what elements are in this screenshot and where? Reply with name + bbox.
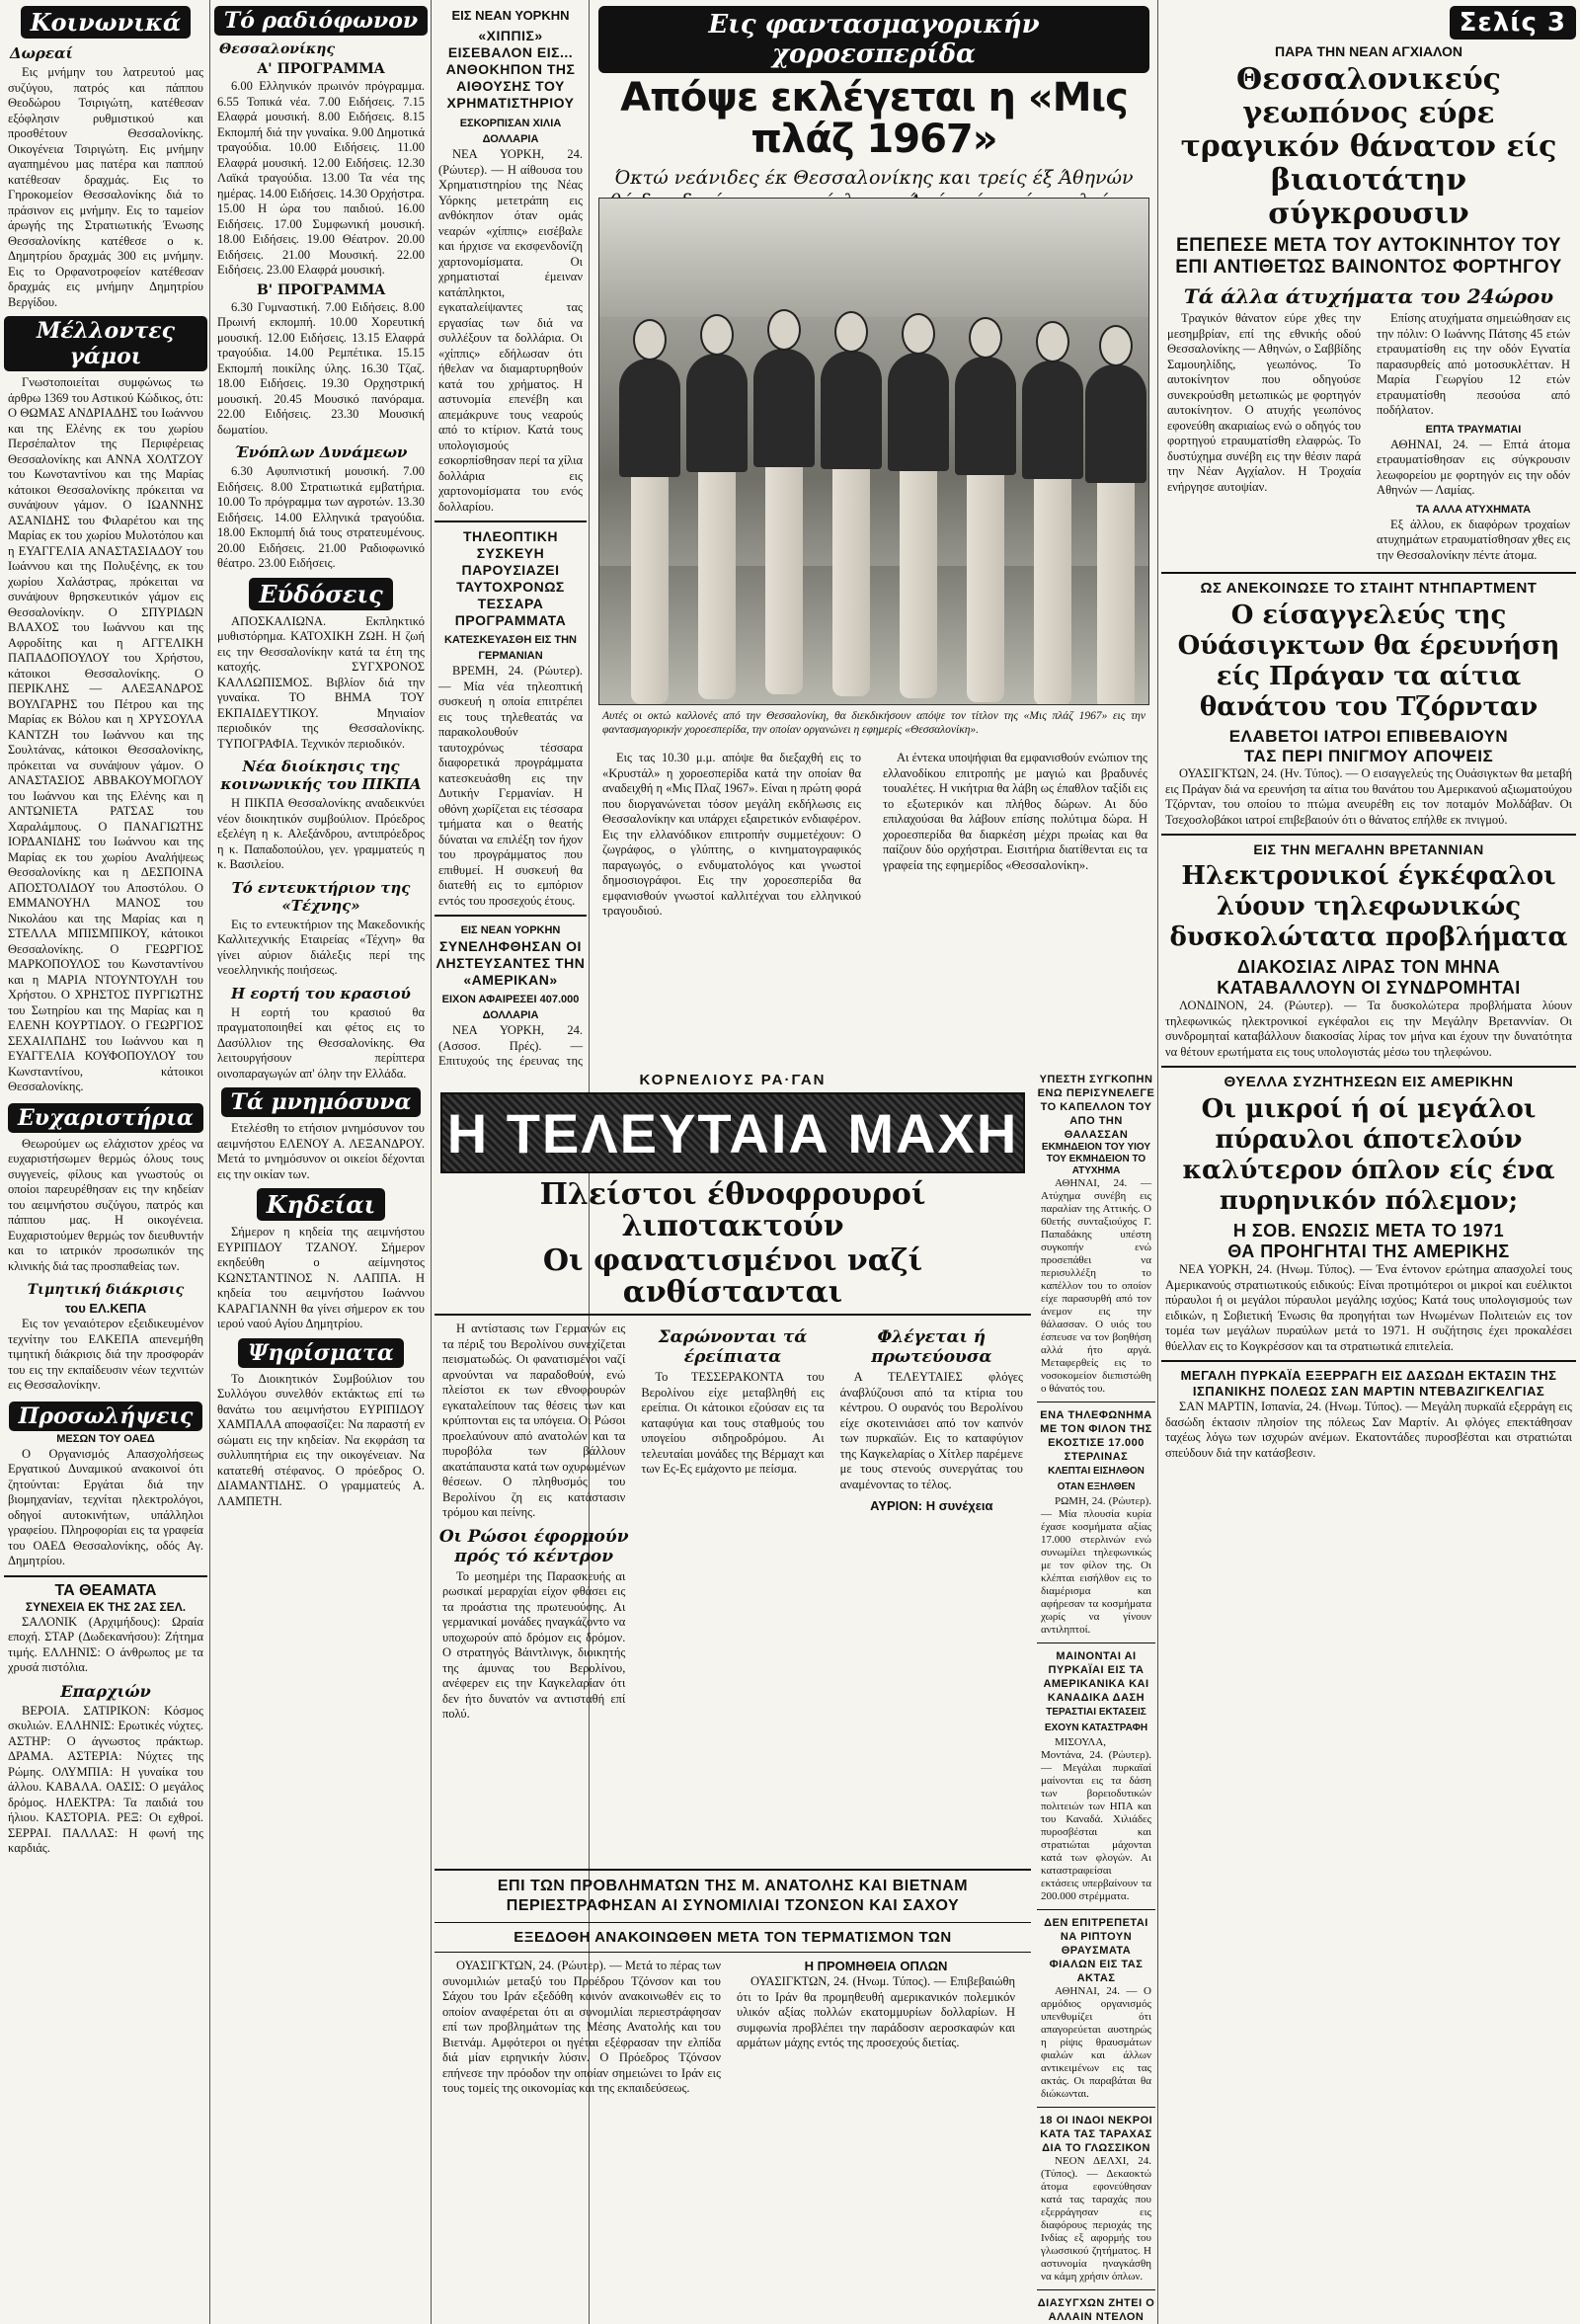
subheadline: ΕΙΧΟΝ ΑΦΑΙΡΕΣΕΙ 407.000 ΔΟΛΛΑΡΙΑ (441, 994, 580, 1021)
shows-text: ΣΑΛΟΝΙΚ (Αρχιμήδους): Ωραία εποχή. ΣΤΑΡ (Δωδεκανήσου): Ζήτημα τιμής. ΕΛΛΗΝΙΣ: Ο άνθρωπος με τα χρυσά πιστόλια. (8, 1614, 203, 1674)
beauty-contestants-photo (598, 198, 1149, 705)
headline: ΔΙΑΣΥΓΧΩΝ ΖΗΤΕΙ Ο ΑΛΛΑΙΝ ΝΤΕΛΟΝ (1037, 2297, 1155, 2323)
subheadline: ΤΑΣ ΠΕΡΙ ΠΝΙΓΜΟΥ ΑΠΟΨΕΙΣ (1243, 747, 1494, 765)
kicker: ΕΙΣ ΝΕΑΝ ΥΟΡΚΗΝ (451, 8, 570, 23)
section-label: Κηδείαι (257, 1188, 386, 1221)
section-label: Κοινωνικά (21, 6, 192, 39)
serial-subhead: Οι Ρώσοι έφορμούν πρός τό κέντρον (438, 1526, 629, 1566)
subheadline: Η ΠΡΟΜΗΘΕΙΑ ΟΠΛΩΝ (804, 1959, 948, 1973)
accident-text: ΑΘΗΝΑΙ, 24. — Επτά άτομα ετραυματίσθησαν εις σύγκρουσιν λεωφορείου με φορτηγόν εις την οδόν Αθηνών — Λαμίας. (1377, 437, 1570, 497)
subheadline: ΕΞΕΔΟΘΗ ΑΝΑΚΟΙΝΩΘΕΝ ΜΕΤΑ ΤΟΝ ΤΕΡΜΑΤΙΣΜΟΝ ΤΩΝ (514, 1929, 952, 1946)
memorials-text: Ετελέσθη το ετήσιον μνημόσυνον του αειμνήστου ΕΛΕΝΟΥ Α. ΛΕΞΑΝΔΡΟΥ. Μετά το μνημόσυνον οι οικείοι δέχονται εις την οικίαν των. (217, 1121, 425, 1181)
section-label: Επαρχιών (60, 1681, 151, 1701)
subheadline: ΕΠΙ ΑΝΤΙΘΕΤΩΣ ΒΑΙΝΟΝΤΟΣ ΦΟΡΤΗΓΟΥ (1175, 257, 1562, 278)
subheadline: ΚΑΤΕΣΚΕΥΑΣΘΗ ΕΙΣ ΤΗΝ ΓΕΡΜΑΝΙΑΝ (443, 634, 577, 662)
serial-tomorrow: ΑΥΡΙΟΝ: Η συνέχεια (870, 1498, 993, 1513)
feature-text-right: Αι έντεκα υποψήφιαι θα εμφανισθούν ενώπιον της ελλανοδίκου επιτροπής με μαγιώ και βραδυνές τουαλέτες. Η νικήτρια θα λάβη ως έπαθλον ταξίδι εις το εξωτερικόν και πλήθος δώρων. Αι δύο επιλαχούσαι θα λάβουν επίσης πολύτιμα δώρα. Η χοροεσπερίδα θα διαρκέση μέχρι πρωίας και θα παίζουν δύο ορχήστραι. Εισιτήρια διατίθενται εις τα γραφεία της εφημερίδος «Θεσσαλονίκη». (883, 751, 1147, 872)
kicker: ΘΥΕΛΛΑ ΣΥΖΗΤΗΣΕΩΝ ΕΙΣ ΑΜΕΡΙΚΗΝ (1224, 1074, 1514, 1090)
headline: ΤΗΛΕΟΠΤΙΚΗ ΣΥΣΚΕΥΗ ΠΑΡΟΥΣΙΑΖΕΙ ΤΑΥΤΟΧΡΟΝΩΣ ΤΕΣΣΑΡΑ ΠΡΟΓΡΑΜΜΑΤΑ (454, 528, 567, 628)
publications-text: ΑΠΟΣΚΑΛΙΩΝΑ. Εκπληκτικό μυθιστόρημα. ΚΑΤΟΧΙΚΗ ΖΩΗ. Η ζωή εις την Θεσσαλονίκην κατά τα έτη της κατοχής. ΣΥΓΧΡΟΝΟΣ ΚΑΛΛΩΠΙΣΜΟΣ. Βιβλίον διά την γυναίκα. ΤΟ ΒΗΜΑ ΤΟΥ ΕΚΠΑΙΔΕΥΤΙΚΟΥ. Μηνιαίον περιοδικόν της Θεσσαλονίκης. ΤΥΠΟΓΡΑΦΙΑ. Τεχνικόν περιοδικόν. (217, 613, 425, 751)
section-label: Εύδόσεις (249, 578, 392, 610)
program-text: 6.30 Γυμναστική. 7.00 Ειδήσεις. 8.00 Πρωινή εκπομπή. 10.00 Χορευτική μουσική. 12.00 Ειδήσεις. 13.15 Ελαφρά τραγούδια. 14.00 Ρεμπέτικα. 15.15 Εκπομπή ποικίλης ύλης. 16.30 Τζαζ. 18.00 Ειδήσεις. 19.30 Ορχηστρική μουσική. 20.45 Μουσικό πανόραμα. 22.00 Ειδήσεις. 23.30 Μουσική δωματίου. (217, 299, 425, 437)
column-right (1161, 0, 1576, 2324)
program-title: Ένόπλων Δυνάμεων (234, 443, 408, 461)
section-subtitle: Τιμητική διάκρισις (27, 1282, 185, 1298)
page-number-badge: Σελίς 3 (1450, 6, 1576, 40)
thanks-text: Θεωρούμεν ως ελάχιστον χρέος να ευχαριστήσωμεν θερμώς όλους τους συγγενείς, φίλους και γνωστούς οι οποίοι παρευρέθησαν εις την κηδείαν του αειμνήστου συζύγου, πατρός και πάππου μας. Η οικογένεια. Ευχαριστούμεν θερμώς τον διευθυντήν και το ιατρικόν προσωπικόν της κλινικής διά τας προσπαθείας των. (8, 1136, 203, 1273)
subheadline: Τά άλλα άτυχήματα του 24ώρου (1183, 284, 1554, 308)
brief-text: ΜΙΣΟΥΛΑ, Μοντάνα, 24. (Ρώυτερ). — Μεγάλαι πυρκαϊαί μαίνονται εις τα δάση των βορειοδυτικών πολιτειών των ΗΠΑ και του Καναδά. Χιλιάδες πυροσβέσται και στρατιώται μάχονται κατά των φλογών. Αι καταστραφείσαι εκτάσεις υπερβαίνουν τα 200.000 στρέμματα. (1041, 1736, 1151, 1902)
column-radio (213, 0, 429, 2324)
section-subtitle: Θεσσαλονίκης (219, 41, 335, 57)
serial-author: ΚΟΡΝΕΛΙΟΥΣ ΡΑ·ΓΑΝ (639, 1073, 827, 1088)
feature-headline: Απόψε εκλέγεται η «Μις πλάζ 1967» (620, 75, 1128, 162)
feature-banner: Εις φαντασμαγορικήν χοροεσπερίδα (598, 6, 1149, 73)
subheadline: ΘΑ ΠΡΟΗΓΗΤΑΙ ΤΗΣ ΑΜΕΡΙΚΗΣ (1227, 1242, 1510, 1261)
column-world (434, 0, 587, 1067)
headline: Οι μικροί ή οί μεγάλοι πύραυλοι άποτελούν καλύτερον όπλον είς ένα πυρηνικόν πόλεμον; (1182, 1094, 1555, 1216)
kicker: ΠΑΡΑ ΤΗΝ ΝΕΑΝ ΑΓΧΙΑΛΟΝ (1274, 43, 1463, 59)
feature-miss-plaz (592, 0, 1155, 1067)
subheadline: ΕΠΕΠΕΣΕ ΜΕΤΑ ΤΟΥ ΑΥΤΟΚΙΝΗΤΟΥ ΤΟΥ (1175, 235, 1562, 256)
feature-text-left: Εις τας 10.30 μ.μ. απόψε θα διεξαχθή εις το «Κρυστάλ» η χοροεσπερίδα κατά την οποίαν θα αναδειχθή η «Μις Πλαζ 1967». Είναι η πρώτη φορά που διοργανώνεται τόσον μεγάλη εκδήλωσις εις Θεσσαλονίκην και υπάρχει εξαιρετικόν ενδιαφέρον. Εις την ελλανόδικον επιτροπήν συμμετέχουν: Ο ζωγράφος, ο γλύπτης, ο κινηματογραφικός παραγωγός, ο ενδυματολόγος και γνωστοί δημοσιογράφοι. Εις την χοροεσπερίδα θα εμφανισθούν γνωστοί καλλιτέχναι του ελληνικού τραγουδιού. (602, 751, 861, 918)
funerals-text: Σήμερον η κηδεία της αειμνήστου ΕΥΡΙΠΙΔΟΥ ΤΖΑΝΟΥ. Σήμερον εκηδεύθη ο αείμνηστος ΚΩΝΣΤΑΝΤΙΝΟΣ Ν. ΛΑΠΠΑ. Η κηδεία του αειμνήστου Ιωάννου ΚΑΡΑΓΙΑΝΝΗ θα γίνει σήμερον εκ του ιερού ναού Αγίου Δημητρίου. (217, 1225, 425, 1330)
texni-text: Εις το εντευκτήριον της Μακεδονικής Καλλιτεχνικής Εταιρείας «Τέχνη» θα γίνει αύριον διάλεξις περί της νεοελληνικής ποιήσεως. (217, 917, 425, 977)
column-rule (431, 0, 432, 2324)
program-text: 6.00 Ελληνικόν πρωινόν πρόγραμμα. 6.55 Τοπικά νέα. 7.00 Ειδήσεις. 7.15 Ελαφρά μουσική. 8.00 Ειδήσεις. 8.15 Εκπομπή διά την γυναίκα. 9.00 Δημοτικά τραγούδια. 10.00 Ειδήσεις. 11.00 Ελαφρά μουσική. 12.00 Ειδήσεις. 12.30 Λαϊκά τραγούδια. 13.00 Τα νέα της ημέρας. 14.00 Ειδήσεις. 14.30 Ορχήστρα. 15.00 Η ώρα του παιδιού. 16.00 Ειδήσεις. 17.00 Συμφωνική μουσική. 18.00 Ειδήσεις. 19.00 Θέατρον. 20.00 Ειδήσεις. 21.00 Μουσική. 22.00 Ειδήσεις. 23.00 Ελαφρά μουσική. (217, 79, 425, 277)
serial-headline-2: Οι φανατισμένοι ναζί ανθίστανται (542, 1243, 923, 1310)
heist-text: ΝΕΑ ΥΟΡΚΗ, 24. (Ασσοσ. Πρές). — Επιτυχούς της έρευνας της (438, 1023, 583, 1067)
column-briefs (1037, 1073, 1155, 2324)
section-subtitle: του ΕΛ.ΚΕΠΑ (64, 1301, 147, 1316)
kicker: ΩΣ ΑΝΕΚΟΙΝΩΣΕ ΤΟ ΣΤΑΙΗΤ ΝΤΗΠΑΡΤΜΕΝΤ (1200, 580, 1538, 597)
pikpa-text: Η ΠΙΚΠΑ Θεσσαλονίκης αναδεικνύει νέον διοικητικόν συμβούλιον. Πρόεδρος εξελέγη η κ. Αλεξάνδρου, αντιπρόεδρος η κ. Παπαδοπούλου, γεν. γραμματεύς η κ. Βασιλείου. (217, 796, 425, 871)
subheadline: ΚΛΕΠΤΑΙ ΕΙΣΗΛΘΟΝ ΟΤΑΝ ΕΞΗΛΘΕΝ (1048, 1466, 1145, 1492)
subheadline: Η ΣΟΒ. ΕΝΩΣΙΣ ΜΕΤΑ ΤΟ 1971 (1232, 1221, 1505, 1241)
headline: ΔΕΝ ΕΠΙΤΡΕΠΕΤΑΙ ΝΑ ΡΙΠΤΟΥΝ ΘΡΑΥΣΜΑΤΑ ΦΙΑΛΩΝ ΕΙΣ ΤΑΣ ΑΚΤΑΣ (1044, 1917, 1148, 1984)
kicker: ΕΙΣ ΤΗΝ ΜΕΓΑΛΗΝ ΒΡΕΤΑΝΝΙΑΝ (1253, 841, 1484, 857)
serial-headline-1: Πλείστοι έθνοφρουροί λιποτακτούν (539, 1177, 926, 1243)
brief-text: ΑΘΗΝΑΙ, 24. — Ο αρμόδιος οργανισμός υπενθυμίζει ότι απαγορεύεται αυστηρώς η ρίψις θραυσμάτων φιαλών και άλλων αντικειμένων εις τας ακτάς. Οι παραβάται θα διώκωνται. (1041, 1985, 1151, 2100)
award-text: Εις τον γεναιότερον εξειδικευμένον τεχνίτην του ΕΛΚΕΠΑ απενεμήθη τιμητική διάκρισις διά την προσφοράν του εις την εκπαίδευσιν νέων τεχνιτών εις Θεσσαλονίκην. (8, 1317, 203, 1392)
headline: Ηλεκτρονικοί έγκέφαλοι λύουν τηλεφωνικώς δυσκολώτατα προβλήματα (1169, 861, 1568, 952)
section-subtitle: Δωρεαί (10, 44, 73, 62)
headline: «ΧΙΠΠΙΣ» ΕΙΣΕΒΑΛΟΝ ΕΙΣ... ΑΝΘΟΚΗΠΟΝ ΤΗΣ ΑΙΘΟΥΣΗΣ ΤΟΥ ΧΡΗΜΑΤΙΣΤΗΡΙΟΥ (445, 28, 576, 111)
section-label: Ψηφίσματα (238, 1338, 404, 1368)
spain-fire-text: ΣΑΝ ΜΑΡΤΙΝ, Ισπανία, 24. (Ηνωμ. Τύπος). — Μεγάλη πυρκαϊά εξερράγη εις δασώδη έκτασιν πλησίον της πόλεως Σαν Μαρτίν. Αι φλόγες επεκτάθησαν ταχέως λόγω των ισχυρών ανέμων. Εκατοντάδες πυροσβέσται και στρατιώται σπεύδουν διά την κατάσβεσιν. (1165, 1400, 1572, 1460)
serial-text: Α ΤΕΛΕΥΤΑΙΕΣ φλόγες άναβλύζουσι από τα κτίρια του κέντρου. Ο ουρανός του Βερολίνου είχε σκοτεινιάσει από τον καπνόν των πυρκαϊών. Εις το καταφύγιον της Καγκελαρίας ο Χίτλερ παρέμενε με τους στενούς συνεργάτας του αναμένοντας το τέλος. (839, 1370, 1023, 1491)
subheadline: ΕΠΤΑ ΤΡΑΥΜΑΤΙΑΙ (1425, 423, 1522, 436)
headline: Θεσσαλονικεύς γεωπόνος εύρε τραγικόν θάνατον είς βιαιοτάτην σύγκρουσιν (1180, 62, 1557, 231)
serial-subhead: Φλέγεται ή πρωτεύουσα (871, 1327, 992, 1367)
serial-text: Το ΤΕΣΣΕΡΑΚΟΝΤΑ του Βερολίνου είχε μεταβληθή εις ερείπια. Οι κάτοικοι εζούσαν εις τα καταφύγια και τους σταθμούς του υπογείου σιδηροδρόμου. Αι τελευταίαι μονάδες της Βέρμαχτ και των Ες-Ες εμάχοντο με πείσμα. (641, 1370, 825, 1476)
headline: ΕΝΑ ΤΗΛΕΦΩΝΗΜΑ ΜΕ ΤΟΝ ΦΙΛΟΝ ΤΗΣ ΕΚΟΣΤΙΣΕ 17.000 ΣΤΕΡΛΙΝΑΣ (1040, 1409, 1152, 1463)
social-text: Εις μνήμην του λατρευτού μας συζύγου, πατρός και πάππου Θεοδώρου Τσιριγώτη, κατέθεσαν εξόφλησιν ρυθμιστικού και προσθέτουν Θεσσαλονίκης. Οικογένεια Τσιριγώτη. Εις μνήμην αγαπημένου μας πατέρα και παππού κατέθεσαν δραχμάς. Εις το Γηροκομείον Θεσσαλονίκης διά το πράσινον εις μνήμην. Εις το ταμείον άρωγής της Στρατιωτικής Ένωσης Θεσσαλονίκης κατέθεσε ο κ. Δημητρίου δραχμάς 300 εις μνήμην. Εις το Ορφανοτροφείον κατέθεσαν δραχμάς εις μνήμην Δημητρίου Βεργίδου. (8, 65, 203, 309)
subheadline: ΤΑ ΑΛΛΑ ΑΤΥΧΗΜΑΤΑ (1415, 503, 1532, 516)
hiring-text: Ο Οργανισμός Απασχολήσεως Εργατικού Δυναμικού ανακοινοί ότι ζητούνται: Εργάται διά την βιομηχανίαν, τεχνίται ηλεκτρολόγοι, οδηγοί αυτοκινήτων, υπάλληλοι γραφείου. Πληροφορίαι εις τα γραφεία του ΟΑΕΔ Θεσσαλονίκης, οδός Αγ. Δημητρίου. (8, 1446, 203, 1567)
brief-text: ΑΘΗΝΑΙ, 24. — Ατύχημα συνέβη εις παραλίαν της Αττικής. Ο 60ετής συνταξιούχος Γ. Παπαδάκης υπέστη συγκοπήν ενώ προσεπάθει να περισυλλέξη το καπέλλον του το οποίον είχε παρασυρθή από τον άνεμον εις την θάλασσαν. Ο υιός του έσπευσε να τον βοηθήση αλλά ήτο αργά. Μεταφερθείς εις το νοσοκομείον διεπιστώθη ο θάνατός του. (1041, 1177, 1151, 1395)
section-label: Ευχαριστήρια (8, 1103, 203, 1133)
headline: ΥΠΕΣΤΗ ΣΥΓΚΟΠΗΝ ΕΝΩ ΠΕΡΙΣΥΝΕΛΕΓΕ ΤΟ ΚΑΠΕΛΛΟΝ ΤΟΥ ΑΠΟ ΤΗΝ ΘΑΛΑΣΣΑΝ (1037, 1074, 1155, 1141)
headline: 18 ΟΙ ΙΝΔΟΙ ΝΕΚΡΟΙ ΚΑΤΑ ΤΑΣ ΤΑΡΑΧΑΣ ΔΙΑ ΤΟ ΓΛΩΣΣΙΚΟΝ (1039, 2115, 1153, 2154)
war-serial (434, 1073, 1031, 2324)
wine-text: Η εορτή του κρασιού θα πραγματοποιηθεί και φέτος εις το Δασύλλιον της Θεσσαλονίκης. Θα λειτουργήσουν περίπτερα οινοπαραγωγών απ' όλην την Ελλάδα. (217, 1004, 425, 1081)
column-social (4, 0, 207, 2324)
program-text: 6.30 Αφυπνιστική μουσική. 7.00 Ειδήσεις. 8.00 Στρατιωτικά εμβατήρια. 10.00 Το πρόγραμμα των αγροτών. 13.30 Ειδήσεις. 14.00 Ελληνικά τραγούδια. 18.00 Εκπομπή διά τους στρατευμένους. 20.00 Ειδήσεις. 21.00 Ραδιοφωνικό θέατρο. 23.00 Ειδήσεις. (217, 464, 425, 570)
accident-text: Εξ άλλου, εκ διαφόρων τροχαίων ατυχημάτων ετραυματίσθησαν χθες εις την Θεσσαλονίκην πέντε άτομα. (1377, 517, 1570, 562)
headline: ΣΥΝΕΛΗΦΘΗΣΑΝ ΟΙ ΛΗΣΤΕΥΣΑΝΤΕΣ ΤΗΝ «ΑΜΕΡΙΚΑΝ» (435, 938, 586, 988)
photo-caption: Αυτές οι οκτώ καλλονές από την Θεσσαλονίκη, θα διεκδικήσουν απόψε τον τίτλον της «Μις πλάζ 1967» εις την φαντασμαγορικήν χοροεσπερίδα, την οποίαν οργανώνει η εφημερίς «Θεσσαλονίκη». (602, 710, 1146, 736)
resolutions-text: Το Διοικητικόν Συμβούλιον του Συλλόγου συνελθόν εκτάκτως επί τω θανάτω του αειμνήστου ΕΥΡΙΠΙΔΟΥ ΧΑΜΠΑΛΑ αποφασίζει: Να παραστή εν σώματι εις την κηδείαν. Να εκφράση τα συλλυπητήρια εις την οικογένειαν. Να κατατεθή στέφανος. Ο πρόεδρος Ο. ΔΙΑΜΑΝΤΙΔΗΣ. Ο γραμματεύς Α. ΛΑΜΠΕΤΗ. (217, 1371, 425, 1508)
section-label: ΤΑ ΘΕΑΜΑΤΑ (54, 1581, 157, 1599)
section-subtitle: Νέα διοίκησις της κοινωνικής του ΠΙΚΠΑ (220, 758, 422, 793)
brief-text: ΡΩΜΗ, 24. (Ρώυτερ). — Μία πλουσία κυρία έχασε κοσμήματα αξίας 17.000 στερλινών ενώ συνωμίλει τηλεφωνικώς με τον φίλον της. Οι κλέπται εισήλθον εις το διαμέρισμα και αφήρεσαν τα κοσμήματα χωρίς να γίνουν αντιληπτοί. (1041, 1495, 1151, 1636)
subheadline: ΤΕΡΑΣΤΙΑΙ ΕΚΤΑΣΕΙΣ ΕΧΟΥΝ ΚΑΤΑΣΤΡΑΦΗ (1044, 1707, 1148, 1733)
hippies-text: ΝΕΑ ΥΟΡΚΗ, 24. (Ρώυτερ). — Η αίθουσα του Χρηματιστηρίου της Νέας Υόρκης μετετράπη εις ανθόκηπον όταν ομάς νεαρών «χίππις» εισέβαλε και ήρχισε να εκσφενδονίζη χαρτονομίσματα. Οι χρηματισταί έμειναν κατάπληκτοι, εγκαταλείψαντες τας εργασίας των διά να συλλέξουν τα δολλάρια. Οι «χίππις» εδήλωσαν ότι ήθελαν να διαμαρτυρηθούν κατά του χρήματος. Η αστυνομία επενέβη και απεμάκρυνε τους νεαρούς από το κτίριον. Κατά τους υπολογισμούς εσκορπίσθησαν περί τα χίλια δολλάρια εις χαρτονομίσματα του ενός δολλαρίου. (438, 147, 583, 514)
headline: ΕΠΙ ΤΩΝ ΠΡΟΒΛΗΜΑΤΩΝ ΤΗΣ Μ. ΑΝΑΤΟΛΗΣ ΚΑΙ ΒΙΕΤΝΑΜ ΠΕΡΙΕΣΤΡΑΦΗΣΑΝ ΑΙ ΣΥΝΟΜΙΛΙΑΙ ΤΖΟΝΣΟΝ ΚΑΙ ΣΑΧΟΥ (497, 1878, 969, 1914)
section-label: Τά μνημόσυνα (221, 1087, 422, 1117)
section-label: Μέλλοντες γάμοι (4, 316, 207, 371)
weddings-text: Γνωστοποιείται συμφώνως τω άρθρω 1369 του Αστικού Κώδικος, ότι: Ο ΘΩΜΑΣ ΑΝΔΡΙΑΔΗΣ του Ιωάννου και της Ελένης εκ του χωρίου Περσέπαλτον της Περιφέρειας Θεσσαλονίκης και ΑΝΝΑ ΧΟΛΤΖΟΥ του Κωνσταντίνου και της Μαρίας κάτοικοι Θεσσαλονίκης πρόκειται να συνάψουν γάμον. Ο ΙΩΑΝΝΗΣ ΑΣΑΝΙΔΗΣ του Φιλαρέτου και της Μαρίας εκ του χωρίου Μυλοτόπου και η ΕΥΑΓΓΕΛΙΑ ΑΝΑΣΤΑΣΙΑΔΟΥ του Ιωάννου και της Πολυξένης, εκ του χωρίου Χαλάστρας, πρόκειται να συνάψουν θρησκευτικόν γάμον εις Θεσσαλονίκην. Ο ΣΠΥΡΙΔΩΝ ΒΛΑΧΟΣ του Ιωάννου και της Αφροδίτης και η ΑΓΓΕΛΙΚΗ ΠΑΠΑΔΟΠΟΥΛΟΥ του Χρήστου, κάτοικοι Θεσσαλονίκης. Ο ΠΕΡΙΚΛΗΣ — ΑΛΕΞΑΝΔΡΟΣ ΒΟΥΛΓΑΡΗΣ του Πέτρου και της Μαρίας εκ Βόλου και η ΧΡΥΣΟΥΛΑ ΚΑΝΤΖΗ του Ιωάννου και της Σουλτάνας, κάτοικοι Θεσσαλονίκης, πρόκειται να συνάψουν γάμον. Ο ΑΝΑΣΤΑΣΙΟΣ ΑΒΒΑΚΟΥΜΟΓΛΟΥ του Ιωάννου και της Ελένης και η ΑΝΤΩΝΙΕΤΑ ΡΑΤΣΑΣ του Χαραλάμπους. Ο ΠΑΝΑΓΙΩΤΗΣ ΙΟΡΔΑΝΙΔΗΣ του Ιωάννου και της Μαρίας εκ του χωρίου Αναλήψεως Θεσσαλονίκης και η ΔΕΣΠΟΙΝΑ ΑΠΟΣΤΟΛΙΔΟΥ του Αποστόλου. Ο ΕΜΜΑΝΟΥΗΛ ΜΑΝΟΣ του Νικολάου και της Μαρίας και η ΣΤΕΛΛΑ ΜΠΙΣΜΠΙΚΟΥ, κάτοικοι Θεσσαλονίκης. Ο ΓΕΩΡΓΙΟΣ ΜΑΡΚΟΠΟΥΛΟΣ του Κωνσταντίνου και η ΜΑΡΙΑ ΝΤΟΥΝΤΟΥΛΗ του Χρήστου. Ο ΧΡΗΣΤΟΣ ΠΥΡΓΙΩΤΗΣ του Σωτηρίου και της Μαρίας και η ΕΛΕΝΗ ΚΟΥΡΤΙΔΟΥ. Ο ΓΕΩΡΓΙΟΣ ΣΕΧΑΙΛΠΔΗΣ του Ιωάννου και η ΕΥΑΓΓΕΛΙΑ ΚΟΥΦΟΠΟΥΛΟΥ του Κωνσταντίνου, κάτοικοι Θεσσαλονίκης. (8, 375, 203, 1093)
subheadline: ΕΛΑΒΕΤΟΙ ΙΑΤΡΟΙ ΕΠΙΒΕΒΑΙΟΥΝ (1228, 727, 1509, 746)
headline: Ο είσαγγελεύς της Ούάσιγκτων θα έρευνήση είς Πράγαν τα αίτια θανάτου του Τζόρνταν (1177, 601, 1560, 722)
subheadline: ΔΙΑΚΟΣΙΑΣ ΛΙΡΑΣ ΤΟΝ ΜΗΝΑ (1236, 957, 1501, 977)
feature-deck: Όκτώ νεάνιδες έκ Θεσσαλονίκης και τρείς έξ Άθηνών (614, 167, 1134, 189)
headline: ΜΕΓΑΛΗ ΠΥΡΚΑΪΑ ΕΞΕΡΡΑΓΗ ΕΙΣ ΔΑΣΩΔΗ ΕΚΤΑΣΙΝ ΤΗΣ ΙΣΠΑΝΙΚΗΣ ΠΟΛΕΩΣ ΣΑΝ ΜΑΡΤΙΝ ΝΤΕΒΑΖΙΓΚΕΛΓΙΑΣ (1180, 1368, 1557, 1399)
serial-subhead: Σαρώνονται τά έρείπιατα (658, 1327, 808, 1367)
brief-text: ΝΕΟΝ ΔΕΛΧΙ, 24. (Τύπος). — Δεκαοκτώ άτομα εφονεύθησαν κατά τας ταραχάς που εξερράγησαν εις διαφόρους περιοχάς της Ινδίας εξ αφορμής του γλωσσικού ζητήματος. Η αστυνομία ηναγκάσθη να κάμη χρήσιν όπλων. (1041, 2155, 1151, 2283)
section-subtitle: Τό εντευκτήριον της «Τέχνης» (231, 878, 411, 915)
mideast-text: ΟΥΑΣΙΓΚΤΩΝ, 24. (Ρώυτερ). — Μετά το πέρας των συνομιλιών μεταξύ του Προέδρου Τζόνσον και του Σάχου του Ιράν εξεδόθη κοινόν ανακοινωθέν εις το οποίον αναφέρεται ότι αι συνομιλίαι περιεστράφησαν επί των προβλημάτων της Μέσης Ανατολής και του Βιετνάμ. Αμφότεροι οι ηγέται εξέφρασαν την ελπίδα διά μίαν ειρηνικήν λύσιν. Ο Πρόεδρος Τζόνσον επήνεσε την πρόοδον την οποίαν σημειώνει το Ιράν εις τους τομείς της οικονομίας και της εκπαιδεύσεως. (442, 1959, 721, 2095)
headline: ΜΑΙΝΟΝΤΑΙ ΑΙ ΠΥΡΚΑΪΑΙ ΕΙΣ ΤΑ ΑΜΕΡΙΚΑΝΙΚΑ ΚΑΙ ΚΑΝΑΔΙΚΑ ΔΑΣΗ (1043, 1650, 1149, 1704)
section-label: Προσωλήψεις (9, 1402, 203, 1431)
subheadline: ΕΣΚΟΡΠΙΣΑΝ ΧΙΛΙΑ ΔΟΛΛΑΡΙΑ (459, 118, 562, 145)
section-subtitle: Η εορτή του κρασιού (231, 984, 411, 1002)
accident-text: Επίσης ατυχήματα σημειώθησαν εις την πόλιν: Ο Ιωάννης Πάτσης 45 ετών ετραυματίσθη εις την οδόν Εγνατία παρασυρθείς από μοτοσυκλέτταν. Η Μαρία Γεωργίου 12 ετών ετραυματίσθη πεσούσα από ποδήλατον. (1377, 311, 1570, 417)
serial-text: Η αντίστασις των Γερμανών εις τα πέριξ του Βερολίνου συνεχίζεται πεισματωδώς. Οι φανατισμένοι ναζί αρνούνται να παραδοθούν, ενώ πλείστοι εκ των εθνοφρουρών εγκαταλείπουν τας θέσεις των και κρύπτονται εις τα υπόγεια. Οι Ρώσοι προελαύνουν από ανατολών και τα πυροβόλα των βάλλουν ακατάπαυστα κατά των οχυρωμένων θέσεων. Ο πληθυσμός του Βερολίνου ζη εις κατάστασιν τρόμου και πείνης. (442, 1322, 626, 1519)
serial-title-block (440, 1092, 1025, 1173)
accident-text: Τραγικόν θάνατον εύρε χθες την μεσημβρίαν, επί της εθνικής οδού Θεσσαλονίκης — Αθηνών, ο Σαββίδης Σαμουηλίδης, γεωπόνος. Το αυτοκίνητον που οδηγούσε συνεκρούσθη μετωπικώς με φορτηγόν αυτοκίνητον. Ο ατυχής γεωπόνος εφονεύθη ακαριαίως ενώ ο οδηγός του φορτηγού ετραυματίσθη ελαφρώς. Το δυστύχημα συνέβη εις την θέσιν παρά την Νέαν Αγχίαλον. Η Τροχαία ενήργησε αυτοψίαν. (1167, 311, 1362, 494)
program-title: Α' ΠΡΟΓΡΑΜΜΑ (257, 61, 385, 77)
program-title: Β' ΠΡΟΓΡΑΜΜΑ (256, 281, 386, 298)
prague-text: ΟΥΑΣΙΓΚΤΩΝ, 24. (Ην. Τύπος). — Ο εισαγγελεύς της Ουάσιγκτων θα μεταβή εις Πράγαν διά να ερευνήση τα αίτια του θανάτου του Αμερικανού αξιωματούχου Τζόρνταν, του οποίου το πτώμα ανευρέθη εις τον ποταμόν Μολδάβαν. Οι Τσεχοσλοβάκοι ιατροί επιβεβαιούν ότι ο θάνατος επήλθε εκ πνιγμού. (1165, 766, 1572, 827)
column-rule (1157, 0, 1158, 2324)
mideast-text: ΟΥΑΣΙΓΚΤΩΝ, 24. (Ηνωμ. Τύπος). — Επιβεβαιώθη ότι το Ιράν θα προμηθευθή αμερικανικόν πολεμικόν υλικόν αξίας πολλών εκατομμυρίων δολλαρίων. Η συμφωνία προβλέπει την παράδοσιν αεροσκαφών και αρμάτων μάχης εντός της προσεχούς διετίας. (737, 1974, 1015, 2049)
kicker: ΕΙΣ ΝΕΑΝ ΥΟΡΚΗΝ (460, 924, 561, 936)
column-rule (209, 0, 210, 2324)
missile-text: ΝΕΑ ΥΟΡΚΗ, 24. (Ηνωμ. Τύπος). — Ένα έντονον ερώτημα απασχολεί τους Αμερικανούς στρατιωτικούς ειδικούς: Είναι προτιμότεροι οι μικροί και ευέλικτοι πύραυλοι ή οι μεγάλοι πύραυλοι μεγάλης ισχύος; Κατά τους υπολογισμούς των ειδικών, η Σοβιετική Ένωσις θα προηγήται των Ηνωμένων Πολιτειών εις τον τομέα των μεγάλων πυραύλων μετά το 1971. Η συζήτησις έχει προκαλέσει θύελλαν εις το Κογκρέσσον και τα στρατιωτικά επιτελεία. (1165, 1262, 1572, 1353)
computer-text: ΛΟΝΔΙΝΟΝ, 24. (Ρώυτερ). — Τα δυσκολώτερα προβλήματα λύουν τηλεφωνικώς ηλεκτρονικοί εγκέφαλοι εις την Μεγάλην Βρεταννίαν. Οι συνδρομηταί καταβάλλουν διακοσίας λίρας τον μήνα και έχουν την δυνατότητα να θέτουν ερωτήματα εις τους υπολογιστάς μέσω του τηλεφώνου. (1165, 999, 1572, 1059)
serial-text: Το μεσημέρι της Παρασκευής αι ρωσικαί μεραρχίαι είχον φθάσει εις τα προάστια της πρωτευούσης. Αι γερμανικαί μονάδες ηναγκάζοντο να υποχωρούν από δρόμον εις δρόμον. Ο στρατηγός Βάιντλινγκ, διοικητής της άμυνας του Βερολίνου, ανέφερεν εις την Καγκελαρίαν ότι δεν ήτο δυνατόν να αντισταθή επί πολύ. (442, 1568, 626, 1721)
subheadline: ΕΚΜΗΔΕΙΟΝ ΤΟΥ ΥΙΟΥ ΤΟΥ ΕΚΜΗΔΕΙΟΝ ΤΟ ΑΤΥΧΗΜΑ (1041, 1142, 1151, 1176)
tv-device-text: ΒΡΕΜΗ, 24. (Ρώυτερ). — Μία νέα τηλεοπτική συσκευή η οποία επιτρέπει εις τους τηλεθεατάς να παρακολουθούν ταυτοχρόνως τέσσαρα διαφορετικά προγράμματα κατεσκευάσθη εις την Δυτικήν Γερμανίαν. Η οθόνη χωρίζεται εις τέσσαρα τμήματα και ο θεατής δύναται να επιλέξη τον ήχον του προγράμματος που επιθυμεί. Η συσκευή θα διατεθή εις το εμπόριον εντός του προσεχούς έτους. (438, 664, 583, 908)
serial-title: Η ΤΕΛΕΥΤΑΙΑ ΜΑΧΗ (446, 1101, 1019, 1164)
section-label: Τό ραδιόφωνον (214, 6, 428, 36)
provinces-text: ΒΕΡΟΙΑ. ΣΑΤΙΡΙΚΟΝ: Κόσμος σκυλιών. ΕΛΛΗΝΙΣ: Ερωτικές νύχτες. ΑΣΤΗΡ: Ο άγνωστος πράκτωρ. ΔΡΑΜΑ. ΑΣΤΕΡΙΑ: Νύχτες της Ρώμης. ΟΛΥΜΠΙΑ: Η γυναίκα του άλλου. ΚΑΒΑΛΑ. ΟΑΣΙΣ: Ο μεγάλος δρόμος. ΗΛΕΚΤΡΑ: Τα παιδιά του ήλιου. ΚΑΣΤΟΡΙΑ. ΡΕΞ: Οι εχθροί. ΣΕΡΡΑΙ. ΠΑΛΛΑΣ: Η φωνή της καρδιάς. (8, 1703, 203, 1855)
section-subtitle: ΣΥΝΕΧΕΙΑ ΕΚ ΤΗΣ 2ΑΣ ΣΕΛ. (25, 1599, 187, 1614)
section-subtitle: ΜΕΣΩΝ ΤΟΥ ΟΑΕΔ (56, 1432, 155, 1445)
subheadline: ΚΑΤΑΒΑΛΛΟΥΝ ΟΙ ΣΥΝΔΡΟΜΗΤΑΙ (1217, 978, 1521, 998)
